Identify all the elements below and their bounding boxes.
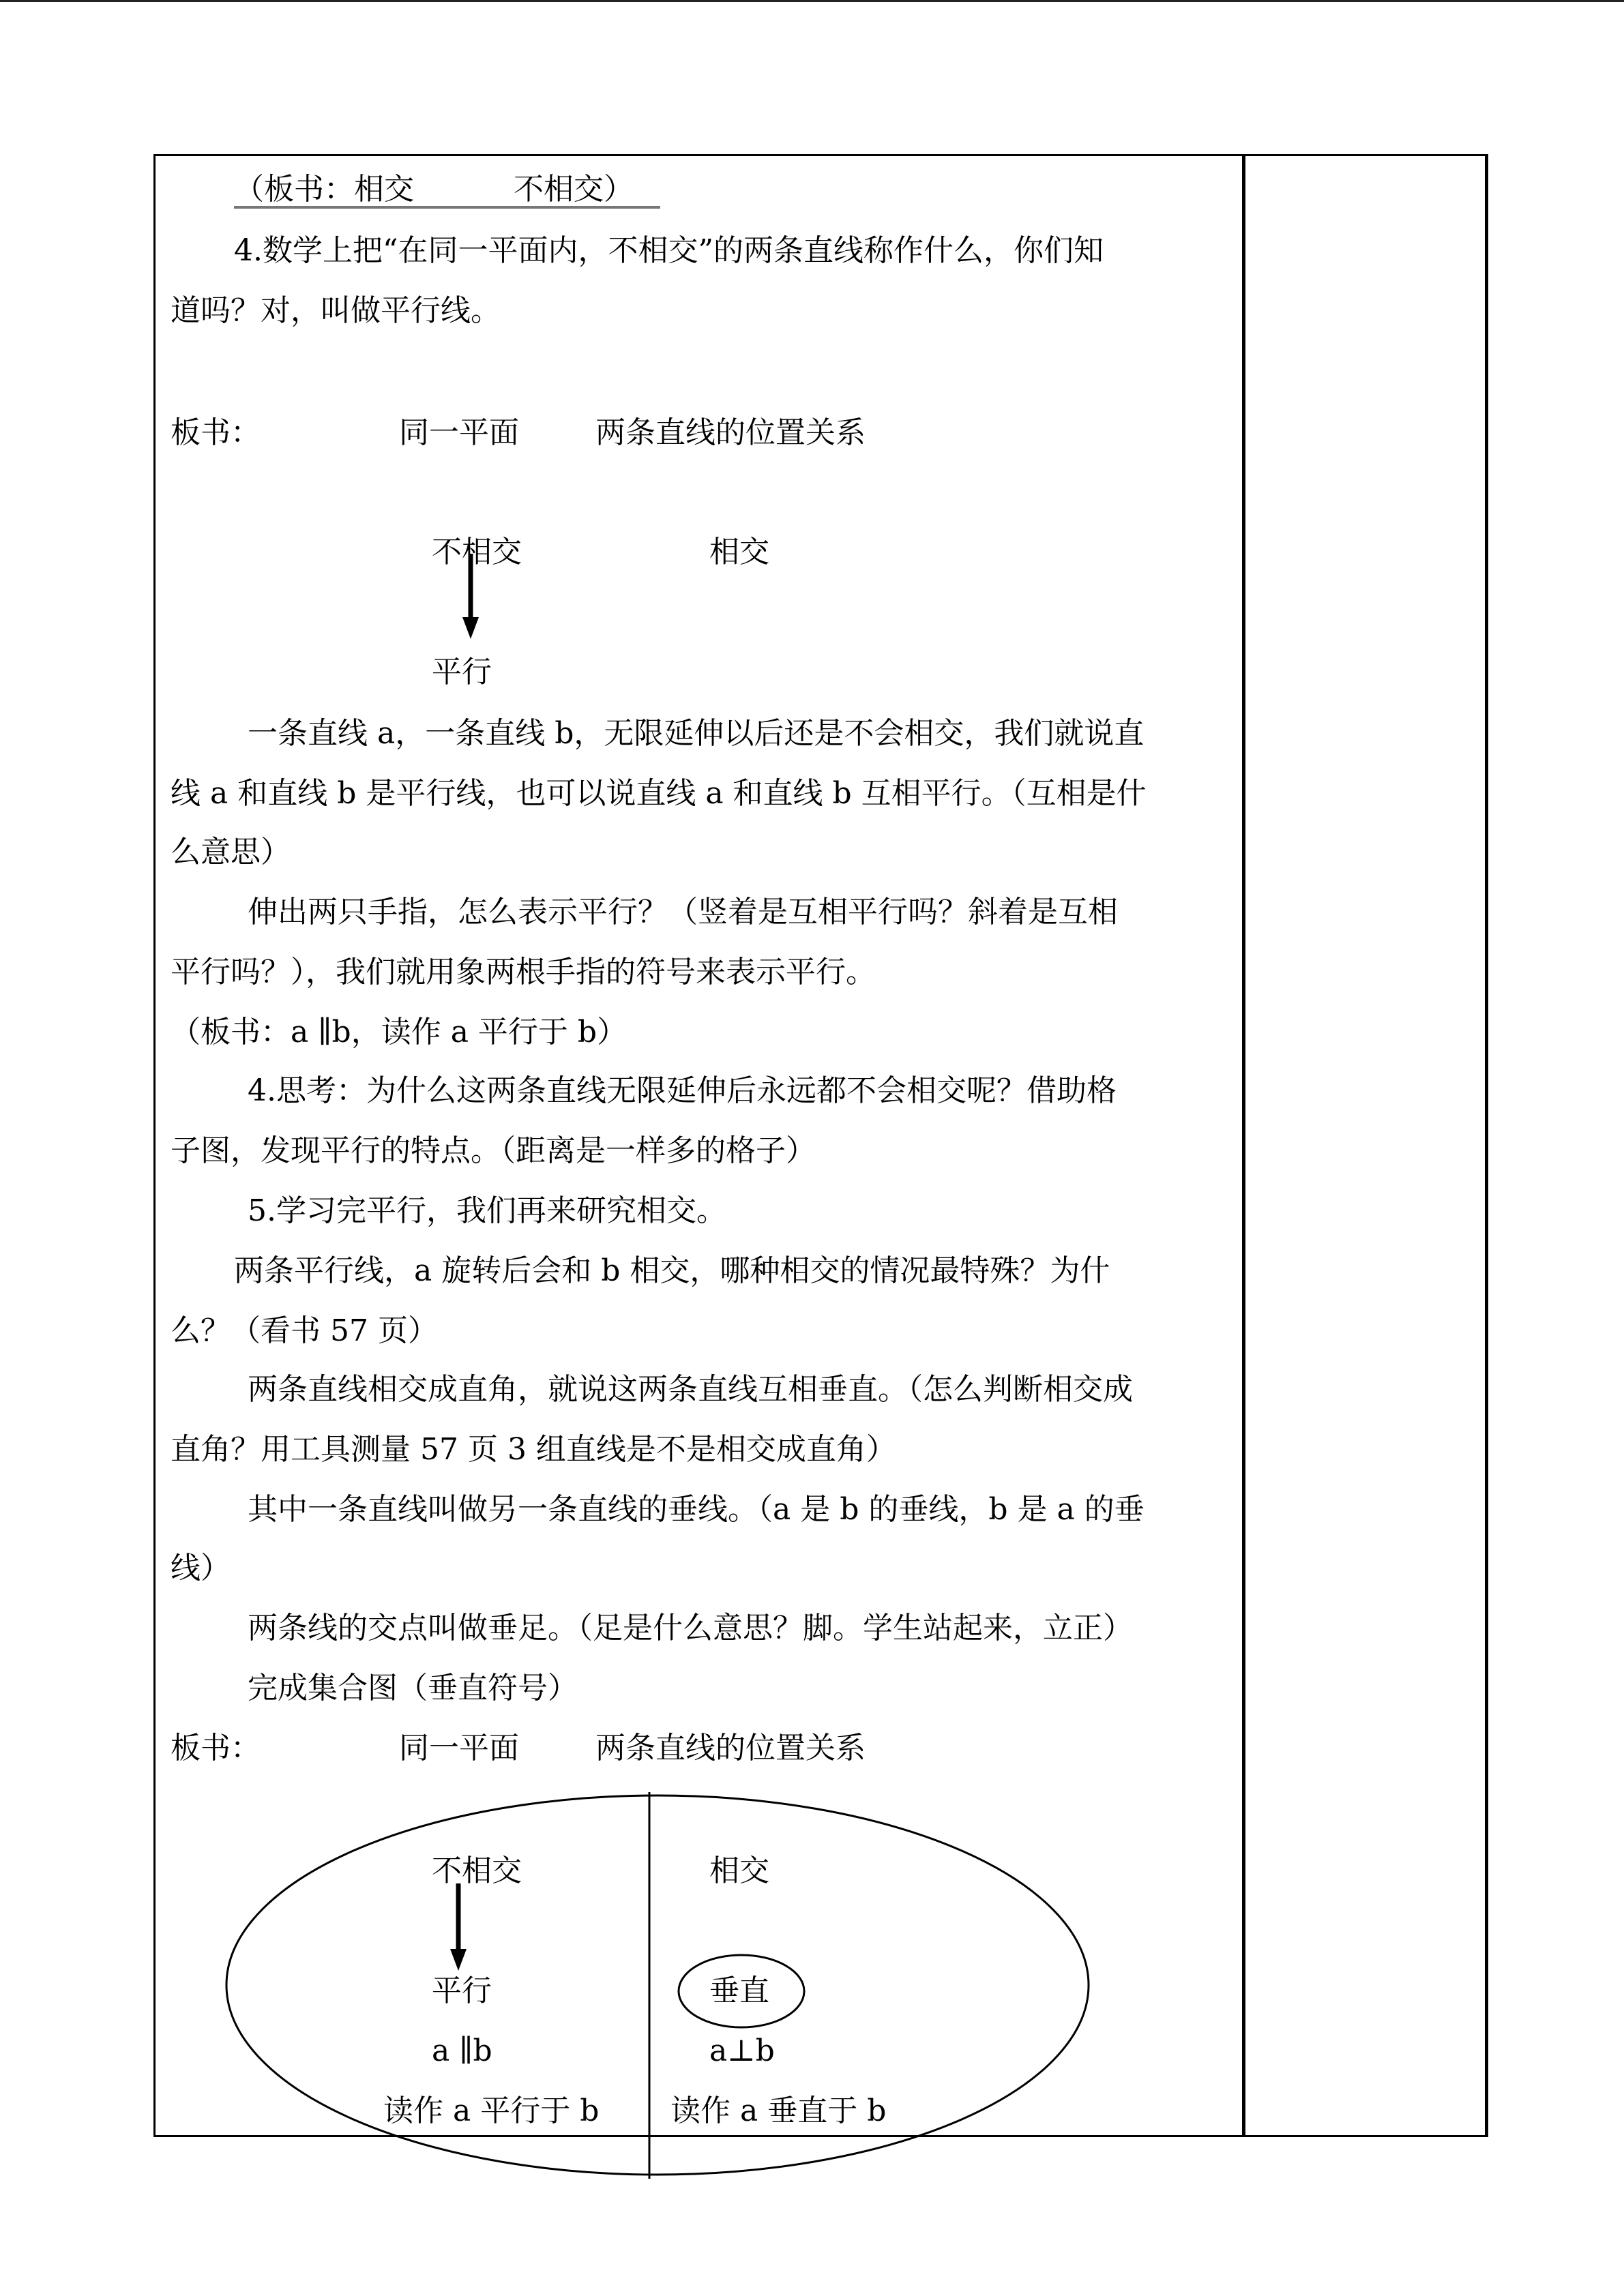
same-plane-label-1: 同一平面 bbox=[399, 415, 519, 450]
para1-line-2: 线 a 和直线 b 是平行线，也可以说直线 a 和直线 b 互相平行。（互相是什 bbox=[171, 776, 1147, 811]
relation-label-2: 两条直线的位置关系 bbox=[595, 1731, 866, 1765]
arrow-head-1 bbox=[462, 617, 479, 639]
parallel-label-1: 平行 bbox=[432, 655, 492, 689]
para1-line-3: 么意思） bbox=[171, 835, 291, 869]
perp-line-1: 两条直线相交成直角，就说这两条直线互相垂直。（怎么判断相交成 bbox=[248, 1372, 1133, 1407]
parallel-label-2: 平行 bbox=[432, 1973, 492, 2008]
parallel-notation: a ∥b bbox=[432, 2033, 492, 2068]
banshu-header: （板书：相交 不相交） bbox=[234, 172, 634, 207]
step-5: 5.学习完平行，我们再来研究相交。 bbox=[248, 1193, 726, 1228]
not-intersect-label-1: 不相交 bbox=[432, 535, 522, 569]
banshu-notation: （板书：a ∥b，读作 a 平行于 b） bbox=[171, 1015, 628, 1049]
relation-label-1: 两条直线的位置关系 bbox=[595, 415, 866, 450]
board-label-1: 板书： bbox=[171, 415, 261, 450]
think-line-1: 4.思考：为什么这两条直线无限延伸后永远都不会相交呢？借助格 bbox=[248, 1073, 1117, 1108]
not-intersect-label-2: 不相交 bbox=[432, 1853, 522, 1888]
perpendicular-label: 垂直 bbox=[709, 1973, 769, 2008]
parallel-reading: 读作 a 平行于 b bbox=[383, 2093, 600, 2128]
intersect-label-1: 相交 bbox=[709, 535, 769, 569]
arrow-head-2 bbox=[450, 1949, 467, 1971]
board-label-2: 板书： bbox=[171, 1731, 261, 1765]
same-plane-label-2: 同一平面 bbox=[399, 1731, 519, 1765]
perp-reading: 读作 a 垂直于 b bbox=[670, 2093, 887, 2128]
rotate-line-1: 两条平行线，a 旋转后会和 b 相交，哪种相交的情况最特殊？为什 bbox=[234, 1253, 1110, 1288]
perpline-line-2: 线） bbox=[171, 1551, 231, 1585]
complete-line: 完成集合图（垂直符号） bbox=[248, 1671, 578, 1705]
question-4-line-1: 4.数学上把“在同一平面内，不相交”的两条直线称作什么，你们知 bbox=[234, 233, 1104, 268]
think-line-2: 子图，发现平行的特点。（距离是一样多的格子） bbox=[171, 1133, 816, 1168]
perp-notation: a⊥b bbox=[709, 2033, 775, 2068]
para1-line-1: 一条直线 a，一条直线 b，无限延伸以后还是不会相交，我们就说直 bbox=[248, 716, 1145, 751]
foot-line: 两条线的交点叫做垂足。（足是什么意思？脚。学生站起来，立正） bbox=[248, 1611, 1133, 1645]
para2-line-1: 伸出两只手指，怎么表示平行？（竖着是互相平行吗？斜着是互相 bbox=[248, 895, 1118, 929]
intersect-label-2: 相交 bbox=[709, 1853, 769, 1888]
perpline-line-1: 其中一条直线叫做另一条直线的垂线。（a 是 b 的垂线，b 是 a 的垂 bbox=[248, 1492, 1145, 1527]
perpendicular-circle bbox=[679, 1955, 804, 2027]
set-ellipse bbox=[226, 1795, 1089, 2175]
rotate-line-2: 么？（看书 57 页） bbox=[171, 1313, 438, 1348]
para2-line-2: 平行吗？），我们就用象两根手指的符号来表示平行。 bbox=[171, 955, 876, 989]
question-4-line-2: 道吗？对，叫做平行线。 bbox=[171, 293, 501, 328]
perp-line-2: 直角？用工具测量 57 页 3 组直线是不是相交成直角） bbox=[171, 1432, 896, 1467]
